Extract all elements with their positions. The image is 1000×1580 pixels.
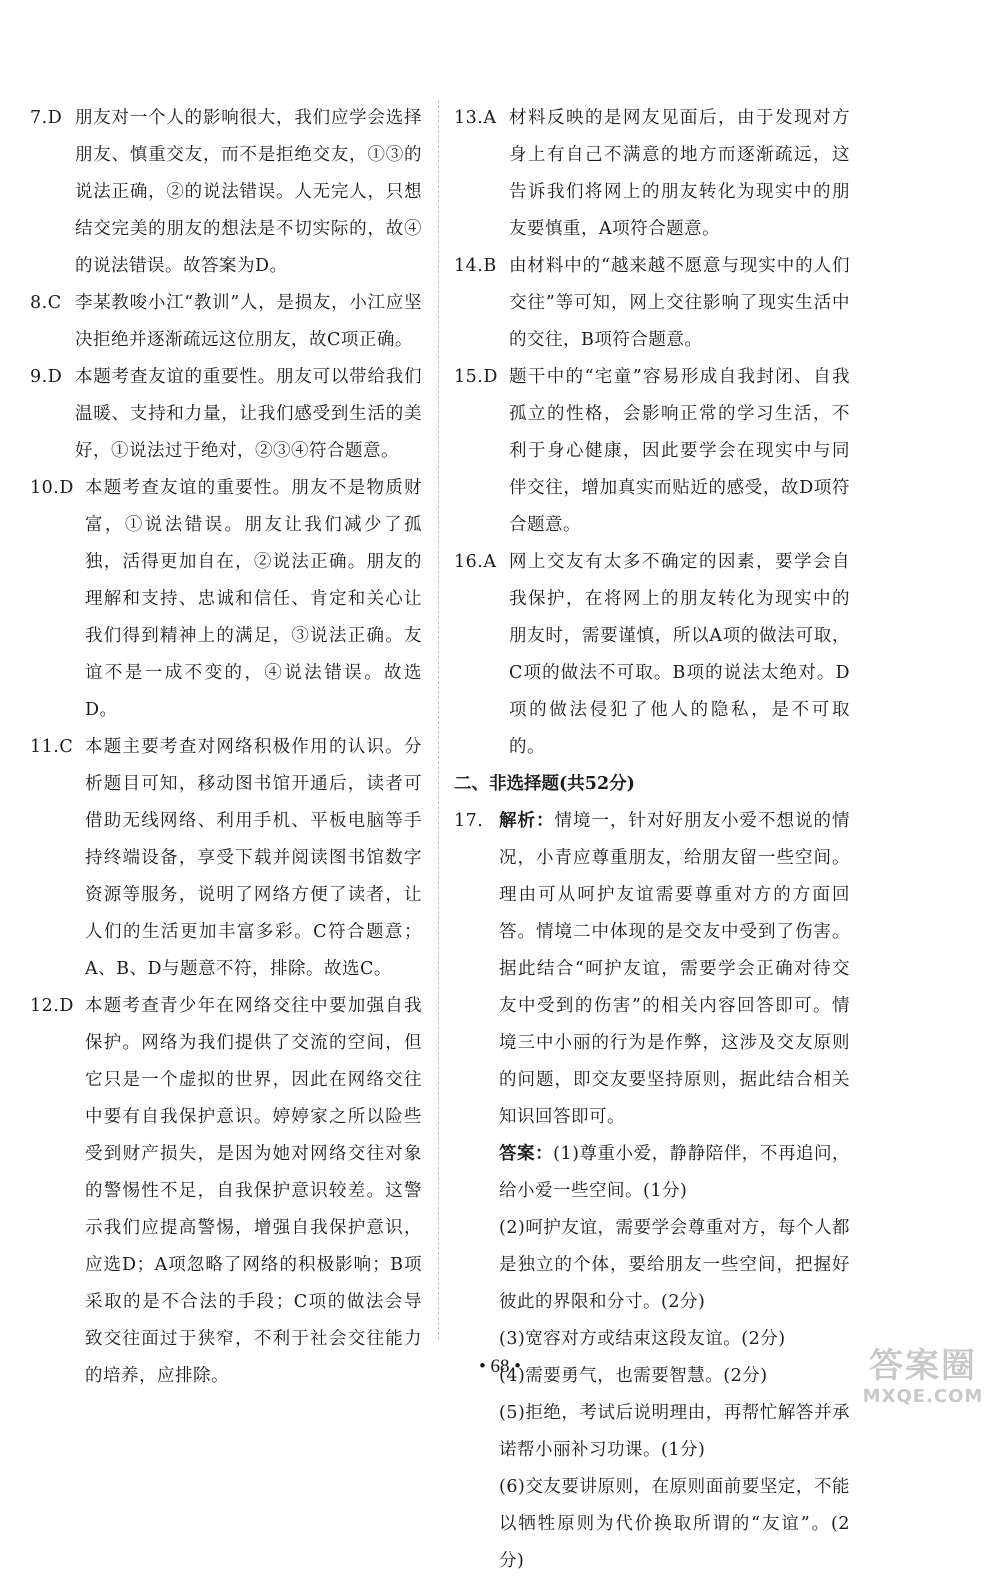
answer-item [30, 470, 422, 729]
watermark-url: MXQE.COM [862, 1386, 984, 1407]
item-text: 本题考查友谊的重要性。朋友可以带给我们温暖、支持和力量，让我们感受到生活的美好，①说法过于绝对，②③④符合题意。 [75, 367, 422, 461]
item-number: 8.C [30, 293, 62, 313]
item-number: 15.D [454, 367, 498, 387]
question-17-analysis [454, 803, 850, 1136]
watermark-logo [858, 1346, 988, 1416]
analysis-label: 解析： [499, 811, 555, 831]
answer-line: (4)需要勇气，也需要智慧。(2分) [499, 1366, 768, 1386]
analysis-text [499, 803, 850, 1136]
item-number: 12.D [30, 996, 74, 1016]
answer-item [454, 359, 850, 544]
answer-item [30, 285, 422, 359]
item-number: 16.A [454, 552, 497, 572]
item-number: 13.A [454, 108, 497, 128]
item-text: 李某教唆小江“教训”人，是损友，小江应坚决拒绝并逐渐疏远这位朋友，故C项正确。 [75, 293, 422, 350]
analysis-body: 情境一，针对好朋友小爱不想说的情况，小青应尊重朋友，给朋友留一些空间。理由可从呵护友谊需要尊重对方的方面回答。情境二中体现的是交友中受到了伤害。据此结合“呵护友谊，需要学会正确对待交友中受到的伤害”的相关内容回答即可。情境三中小丽的行为是作弊，这涉及交友原则的问题，即交友要坚持原则，据此结合相关知识回答即可。 [499, 811, 850, 1127]
answer-line [454, 1136, 850, 1210]
answer-line: (6)交友要讲原则，在原则面前要坚定，不能以牺牲原则为代价换取所谓的“友谊”。(2分) [499, 1477, 850, 1571]
item-text: 本题考查青少年在网络交往中要加强自我保护。网络为我们提供了交流的空间，但它只是一个虚拟的世界，因此在网络交往中要有自我保护意识。婷婷家之所以险些受到财产损失，是因为她对网络交往对象的警惕性不足，自我保护意识较差。这警示我们应提高警惕，增强自我保护意识，应选D；A项忽略了网络的积极影响；B项采取的是不合法的手段；C项的做法会导致交往面过于狭窄，不利于社会交往能力的培养，应排除。 [85, 996, 422, 1386]
item-text: 本题考查友谊的重要性。朋友不是物质财富，①说法错误。朋友让我们减少了孤独，活得更加自在，②说法正确。朋友的理解和支持、忠诚和信任、肯定和关心让我们得到精神上的满足，③说法正确。友谊不是一成不变的，④说法错误。故选D。 [85, 478, 422, 720]
answer-item [30, 729, 422, 988]
answer-line: (5)拒绝，考试后说明理由，再帮忙解答并承诺帮小丽补习功课。(1分) [499, 1403, 850, 1460]
left-column [30, 100, 422, 1395]
answer-text: (1)尊重小爱，静静陪伴，不再追问，给小爱一些空间。(1分) [499, 1144, 850, 1201]
column-divider [438, 100, 439, 1340]
answer-line: (2)呵护友谊，需要学会尊重对方，每个人都是独立的个体，要给朋友一些空间，把握好彼此的界限和分寸。(2分) [499, 1218, 850, 1312]
watermark-title: 答案圈 [869, 1346, 977, 1386]
item-number: 9.D [30, 367, 63, 387]
section-title: 二、非选择题(共52分) [454, 774, 635, 794]
item-text: 题干中的“宅童”容易形成自我封闭、自我孤立的性格，会影响正常的学习生活，不利于身心健康，因此要学会在现实中与同伴交往，增加真实而贴近的感受，故D项符合题意。 [509, 367, 850, 535]
answer-item [30, 100, 422, 285]
item-number: 11.C [30, 737, 74, 757]
page-number: • 68 • [479, 1356, 521, 1377]
answer-item [30, 359, 422, 470]
item-text: 网上交友有太多不确定的因素，要学会自我保护，在将网上的朋友转化为现实中的朋友时，需要谨慎，所以A项的做法可取，C项的做法不可取。B项的说法太绝对。D项的做法侵犯了他人的隐私，是不可取的。 [509, 552, 850, 757]
item-number: 14.B [454, 256, 497, 276]
answer-label: 答案： [499, 1144, 554, 1164]
item-number: 17. [454, 811, 484, 831]
answer-item [454, 544, 850, 766]
answer-item [454, 248, 850, 359]
item-number: 7.D [30, 108, 63, 128]
item-text: 材料反映的是网友见面后，由于发现对方身上有自己不满意的地方而逐渐疏远，这告诉我们将网上的朋友转化为现实中的朋友要慎重，A项符合题意。 [509, 108, 850, 239]
answer-line: (3)宽容对方或结束这段友谊。(2分) [499, 1329, 786, 1349]
item-text: 本题主要考查对网络积极作用的认识。分析题目可知，移动图书馆开通后，读者可借助无线网络、利用手机、平板电脑等手持终端设备，享受下载并阅读图书馆数字资源等服务，说明了网络方便了读者，让人们的生活更加丰富多彩。C符合题意；A、B、D与题意不符，排除。故选C。 [85, 737, 422, 979]
item-text: 由材料中的“越来越不愿意与现实中的人们交往”等可知，网上交往影响了现实生活中的交往，B项符合题意。 [509, 256, 850, 350]
answer-item [30, 988, 422, 1395]
item-number: 10.D [30, 478, 74, 498]
answer-item [454, 100, 850, 248]
item-text: 朋友对一个人的影响很大，我们应学会选择朋友、慎重交友，而不是拒绝交友，①③的说法正确，②的说法错误。人无完人，只想结交完美的朋友的想法是不切实际的，故④的说法错误。故答案为D。 [75, 108, 422, 276]
